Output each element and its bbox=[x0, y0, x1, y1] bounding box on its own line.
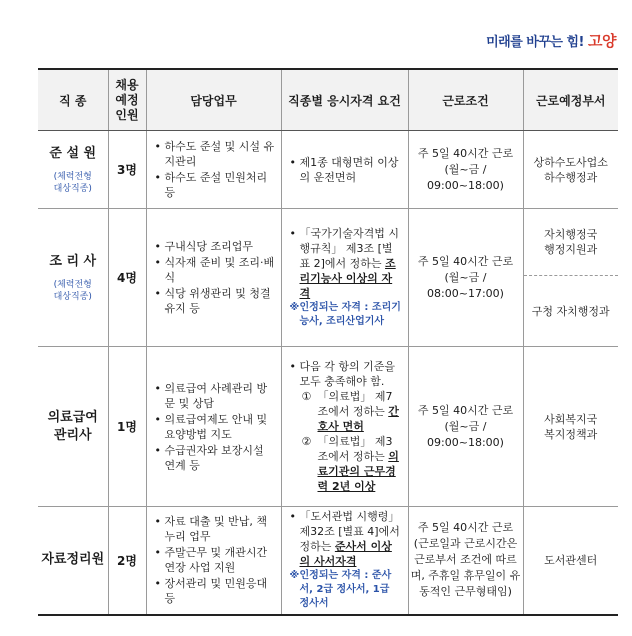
job-note bbox=[38, 279, 108, 303]
duty-item: • 의료급여제도 안내 및 요양방법 지도 bbox=[155, 412, 275, 442]
duty-item: • 장서관리 및 민원응대 등 bbox=[155, 576, 275, 606]
table-row bbox=[38, 131, 618, 209]
brand-slogan-part1: 미래를 bbox=[486, 35, 523, 50]
subitem-number: ② bbox=[301, 435, 312, 448]
table-row bbox=[38, 209, 618, 347]
qualification-text: 「도서관법 시행령」 제32조 [별표 4]에서 정하는 bbox=[299, 510, 400, 554]
condition-schedule: (월~금 / 09:00~18:00) bbox=[427, 162, 504, 192]
qualification-note bbox=[290, 569, 402, 611]
header-condition: 근로조건 bbox=[408, 69, 523, 131]
qualification-subitem bbox=[290, 389, 402, 434]
job-name: 준 설 원 bbox=[49, 145, 97, 161]
job-name: 자료정리원 bbox=[41, 552, 105, 568]
department-secondary bbox=[524, 276, 619, 346]
department-line: 사회복지국 bbox=[544, 412, 598, 426]
hire-count: 4명 bbox=[108, 209, 146, 347]
condition-hours: 주 5일 40시간 근로 bbox=[417, 254, 514, 268]
condition-cell bbox=[408, 347, 523, 507]
job-name-cell bbox=[38, 347, 108, 507]
duty-item: • 하수도 준설 및 시설 유지관리 bbox=[155, 139, 275, 169]
job-name: 관리사 bbox=[53, 427, 92, 443]
qualification-cell bbox=[281, 209, 408, 347]
qualification-cell bbox=[281, 347, 408, 507]
condition-hours: 주 5일 40시간 근로 bbox=[417, 403, 514, 417]
header-count-line: 채용 bbox=[115, 77, 139, 92]
job-note-line: (체력전형 bbox=[53, 279, 92, 290]
qualification-cell bbox=[281, 507, 408, 615]
qualification-text: 「국가기술자격법 시행규칙」 제3조 [별표 2]에서 정하는 bbox=[299, 227, 400, 270]
header-job: 직 종 bbox=[38, 69, 108, 131]
note-text: 인정되는 자격 : 준사서, 2급 정사서, 1급 정사서 bbox=[299, 570, 392, 610]
header-duty: 담당업무 bbox=[146, 69, 281, 131]
qualification-item: • 제1종 대형면허 이상의 운전면허 bbox=[290, 155, 402, 185]
job-note-line: (체력전형 bbox=[53, 171, 92, 182]
table-row bbox=[38, 347, 618, 507]
condition-schedule: (월~금 / 08:00~17:00) bbox=[427, 270, 504, 300]
duty-cell bbox=[146, 347, 281, 507]
header-count bbox=[108, 69, 146, 131]
job-name-cell bbox=[38, 209, 108, 347]
duty-item: • 수급권자와 보장시설 연계 등 bbox=[155, 443, 275, 473]
header-count-line: 예정 bbox=[115, 92, 139, 107]
department-line: 자치행정국 bbox=[544, 228, 598, 241]
qualification-note bbox=[290, 301, 402, 329]
job-name-cell bbox=[38, 131, 108, 209]
qualification-emphasis: 준사서 이상의 사서자격 bbox=[299, 540, 392, 569]
brand-slogan bbox=[486, 30, 616, 51]
hire-count: 1명 bbox=[108, 347, 146, 507]
duty-cell bbox=[146, 131, 281, 209]
duty-cell bbox=[146, 507, 281, 615]
department-line: 복지정책과 bbox=[544, 427, 598, 441]
duty-item: • 식당 위생관리 및 청결 유지 등 bbox=[155, 286, 275, 316]
department-cell bbox=[523, 209, 618, 347]
department-primary bbox=[524, 209, 619, 276]
job-note-line: 대상직종) bbox=[53, 183, 92, 194]
department-line: 도서관센터 bbox=[544, 553, 598, 567]
job-name-cell bbox=[38, 507, 108, 615]
department-cell bbox=[523, 131, 618, 209]
duty-item: • 주말근무 및 개관시간 연장 사업 지원 bbox=[155, 545, 275, 575]
condition-hours: 주 5일 40시간 근로 bbox=[417, 146, 514, 160]
duty-item: • 식자재 준비 및 조리·배식 bbox=[155, 255, 275, 285]
header-department: 근로예정부서 bbox=[523, 69, 618, 131]
note-mark: ※ bbox=[289, 302, 300, 313]
duty-cell bbox=[146, 209, 281, 347]
hire-count: 2명 bbox=[108, 507, 146, 615]
hire-count: 3명 bbox=[108, 131, 146, 209]
duty-item: • 자료 대출 및 반납, 책누리 업무 bbox=[155, 514, 275, 544]
department-line: 구청 자치행정과 bbox=[531, 304, 610, 318]
department-line: 하수행정과 bbox=[544, 170, 598, 184]
duty-item: • 의료급여 사례관리 방문 및 상담 bbox=[155, 381, 275, 411]
subitem-number: ① bbox=[301, 390, 312, 403]
recruitment-table bbox=[38, 68, 618, 616]
department-line: 행정지원과 bbox=[544, 243, 598, 256]
condition-schedule: (월~금 / 09:00~18:00) bbox=[427, 419, 504, 449]
qualification-text: 「의료법」 제3조에서 정하는 bbox=[317, 435, 393, 463]
department-cell bbox=[523, 507, 618, 615]
duty-item: • 구내식당 조리업무 bbox=[155, 239, 275, 254]
job-name: 의료급여 bbox=[47, 409, 98, 425]
job-note bbox=[38, 171, 108, 195]
department-cell bbox=[523, 347, 618, 507]
department-line: 상하수도사업소 bbox=[533, 155, 608, 169]
job-note-line: 대상직종) bbox=[53, 291, 92, 302]
qualification-cell bbox=[281, 131, 408, 209]
condition-hours: 주 5일 40시간 근로 bbox=[417, 521, 514, 535]
table-row bbox=[38, 507, 618, 615]
duty-item: • 하수도 준설 민원처리 등 bbox=[155, 170, 275, 200]
header-row bbox=[38, 69, 618, 131]
qualification-subitem bbox=[290, 434, 402, 494]
qualification-item bbox=[290, 226, 402, 301]
qualification-text: 「의료법」 제7조에서 정하는 bbox=[317, 390, 393, 418]
condition-cell bbox=[408, 507, 523, 615]
header-qualification: 직종별 응시자격 요건 bbox=[281, 69, 408, 131]
job-name: 조 리 사 bbox=[49, 253, 97, 269]
qualification-emphasis: 간호사 면허 bbox=[317, 405, 399, 433]
condition-schedule: (근로일과 근로시간은 근로부서 조건에 따르며, 주휴일 휴무일이 유동적인 근무형태임) bbox=[410, 537, 521, 599]
qualification-emphasis: 의료기관의 근무경력 2년 이상 bbox=[317, 450, 399, 493]
note-text: 인정되는 자격 : 조리기능사, 조리산업기사 bbox=[299, 302, 401, 327]
condition-cell bbox=[408, 131, 523, 209]
header-count-line: 인원 bbox=[115, 107, 139, 122]
qualification-item: • 다음 각 항의 기준을 모두 충족해야 함. bbox=[290, 359, 402, 389]
brand-city-name: 고양 bbox=[588, 32, 616, 50]
qualification-item bbox=[290, 509, 402, 569]
brand-slogan-part2: 바꾸는 힘! bbox=[526, 35, 584, 50]
qualification-emphasis: 조리기능사 이상의 자격 bbox=[299, 257, 396, 300]
condition-cell bbox=[408, 209, 523, 347]
note-mark: ※ bbox=[289, 570, 300, 582]
